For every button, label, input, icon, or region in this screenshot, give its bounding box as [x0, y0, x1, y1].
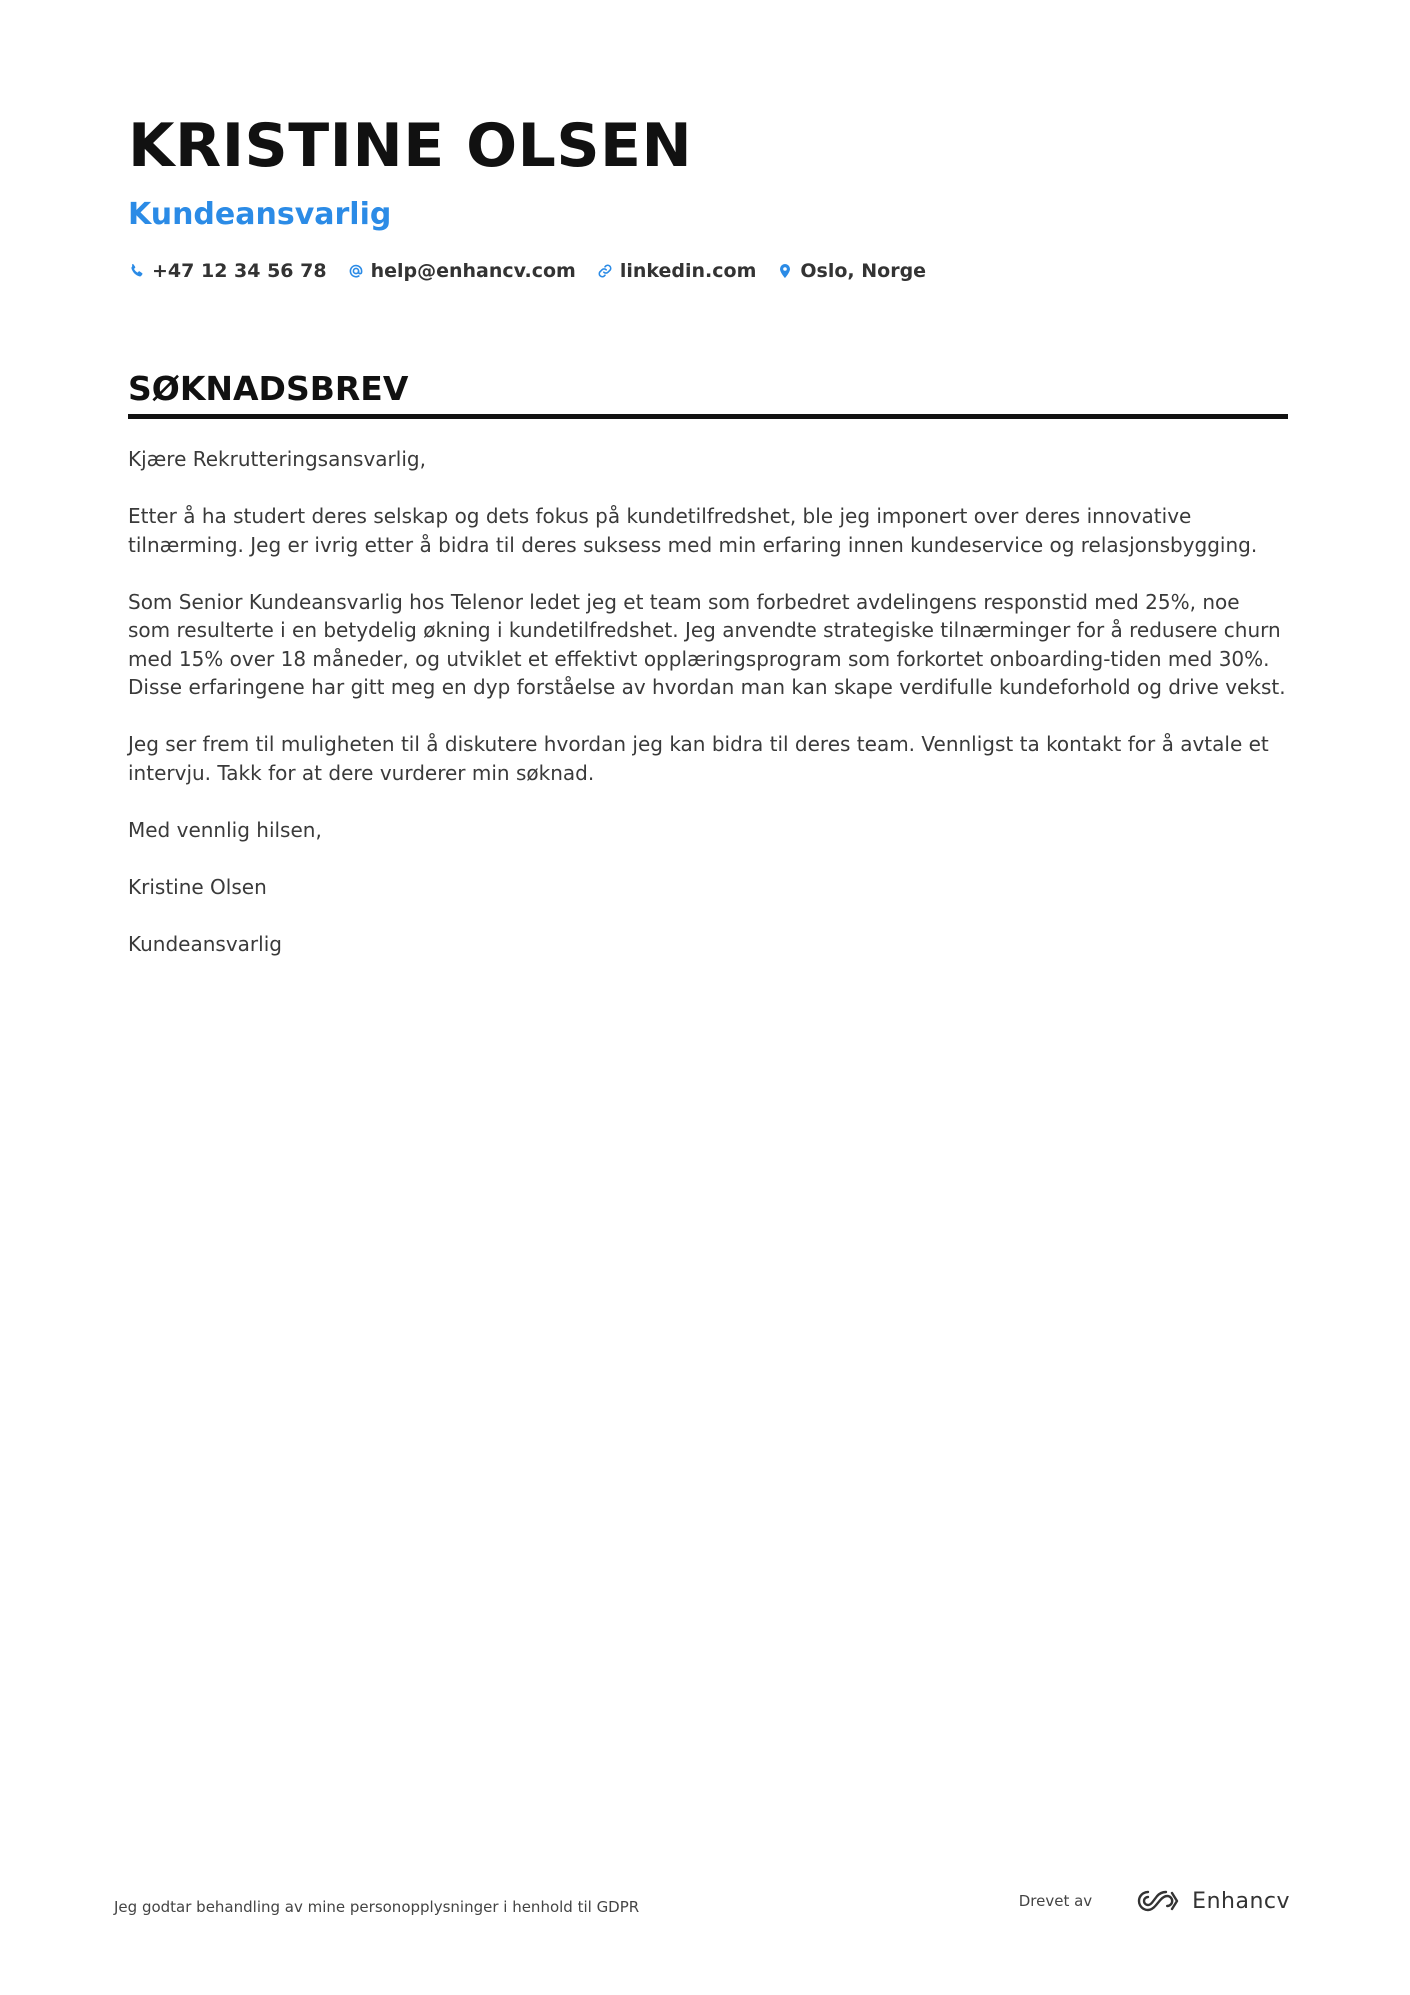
- enhancv-logo[interactable]: [1136, 1888, 1290, 1914]
- cover-letter-section: [128, 368, 1288, 987]
- location-pin-icon: [776, 262, 794, 280]
- powered-by: [1019, 1888, 1290, 1914]
- link-icon: [596, 262, 614, 280]
- footer: [114, 1888, 1290, 1928]
- at-icon: [347, 262, 365, 280]
- candidate-role: Kundeansvarlig: [128, 197, 392, 232]
- letter-salutation: Kjære Rekrutteringsansvarlig,: [128, 447, 426, 471]
- contact-phone: [128, 260, 327, 282]
- letter-paragraph: Som Senior Kundeansvarlig hos Telenor ledet jeg et team som forbedret avdelingens responstid med 25%, noe som resulterte i en betydelig økning i kundetilfredshet. Jeg anvendte strategiske tilnærminger for å redusere churn med 15% over 18 måneder, og utviklet et effektivt opplæringsprogram som forkortet onboarding-tiden med 30%. Disse erfaringene har gitt meg en dyp forståelse av hvordan man kan skape verdifulle kundeforhold og drive vekst.: [128, 589, 1286, 699]
- signature-name: Kristine Olsen: [128, 874, 267, 899]
- candidate-name: KRISTINE OLSEN: [128, 111, 693, 181]
- email-text: help@enhancv.com: [370, 260, 576, 282]
- gdpr-consent-text: Jeg godtar behandling av mine personopplysninger i henhold til GDPR: [114, 1898, 640, 1916]
- contact-location: [776, 260, 926, 282]
- header: [128, 108, 1288, 282]
- phone-text: +47 12 34 56 78: [152, 260, 327, 282]
- contact-linkedin[interactable]: [596, 260, 757, 282]
- enhancv-logo-icon: [1136, 1888, 1182, 1914]
- signature-title: Kundeansvarlig: [128, 931, 282, 956]
- enhancv-brand-name: Enhancv: [1192, 1888, 1290, 1914]
- section-title: SØKNADSBREV: [128, 368, 1288, 419]
- letter-paragraph: Jeg ser frem til muligheten til å diskutere hvordan jeg kan bidra til deres team. Vennligst ta kontakt for å avtale et intervju. Takk for at dere vurderer min søknad.: [128, 732, 1269, 785]
- location-text: Oslo, Norge: [800, 260, 927, 282]
- letter-body: [128, 445, 1288, 958]
- powered-by-label: Drevet av: [1018, 1892, 1093, 1910]
- phone-icon: [128, 262, 146, 280]
- linkedin-text: linkedin.com: [619, 260, 757, 282]
- letter-closing: Med vennlig hilsen,: [128, 817, 322, 842]
- contact-info: [128, 260, 1288, 282]
- contact-email[interactable]: [347, 260, 576, 282]
- letter-paragraph: Etter å ha studert deres selskap og dets fokus på kundetilfredshet, ble jeg imponert over deres innovative tilnærming. Jeg er ivrig etter å bidra til deres suksess med min erfaring innen kundeservice og relasjonsbygging.: [128, 504, 1258, 557]
